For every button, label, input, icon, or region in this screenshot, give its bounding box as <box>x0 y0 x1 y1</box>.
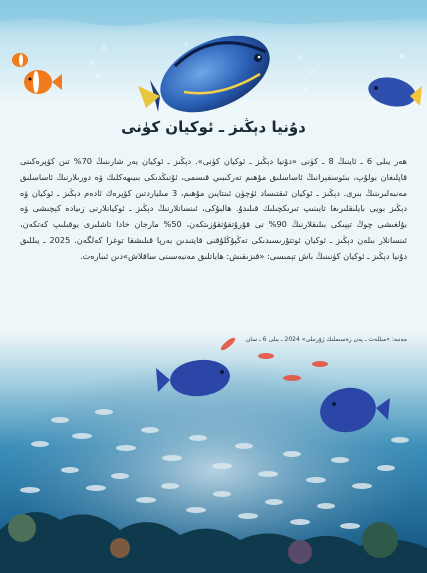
article-block <box>20 118 407 265</box>
article-body: ھەر يىلى 6 ـ ئاينىڭ 8 ـ كۈنى «دۇنيا دېڭىز ـ ئوكيان كۈنى». دېڭىز ـ ئوكيان يەر شارىنىڭ 70% تىن كۆپرەكىنى قاپلىغان بولۇپ، بىئوسفېرانىڭ ئاساسلىق مۇھىم تەركىبىي قىسمى، ئۇنىڭدىكى بىيىھەكلىك ۋە دورىلارنىڭ ئاساسلىق مەنبەلىرىنىڭ بىرى. دېڭىز ـ ئوكيان ئىقتىساد ئۈچۈن ئىنتايىن مۇھىم، 3 مىلياردتىن كۆپرەك ئادەم دېڭىز ـ ئوكيان ۋە دېڭىز بويى بايلىقلىرىغا تايىنىپ تىرىكچىلىك قىلىدۇ. ھالبۇكى، ئىنسانلارنىڭ دېڭىز ـ ئوكيانلارنى زىيادە كېچىشى ۋە بۇلغىشى چوڭ تېپىكى بىلىقلارنىڭ 90% نى قۇرۇتقۇتقۇزىتكەن، 50% مارجان خادا تاشلىرى يوقىلىپ كەتكەن، ئىنسانلار بىلەن دېڭىز ـ ئوكيان ئوتتۇرىسىدىكى تەڭپۇڭلۇقنى قايتىدىن بەرپا قىلىشقا توغرا كەلگەن. 2025 ـ يىللىق دۇنيا دېڭىز ـ ئوكيان كۈنىنىڭ باش تېمىسى: «قىزىقىش: ھاياتلىق مەنبەسىنى ساقلاش»دىن ئىبارەت. <box>20 156 407 261</box>
article-title: دۇنيا دېڭىز ـ ئوكيان كۈنى <box>121 118 306 136</box>
source-citation: مەنبە: «مىللەت ـ پەن رەسىملىك ژۇرنىلى» 2024 ـ يىلى 6 ـ سان <box>245 336 407 343</box>
